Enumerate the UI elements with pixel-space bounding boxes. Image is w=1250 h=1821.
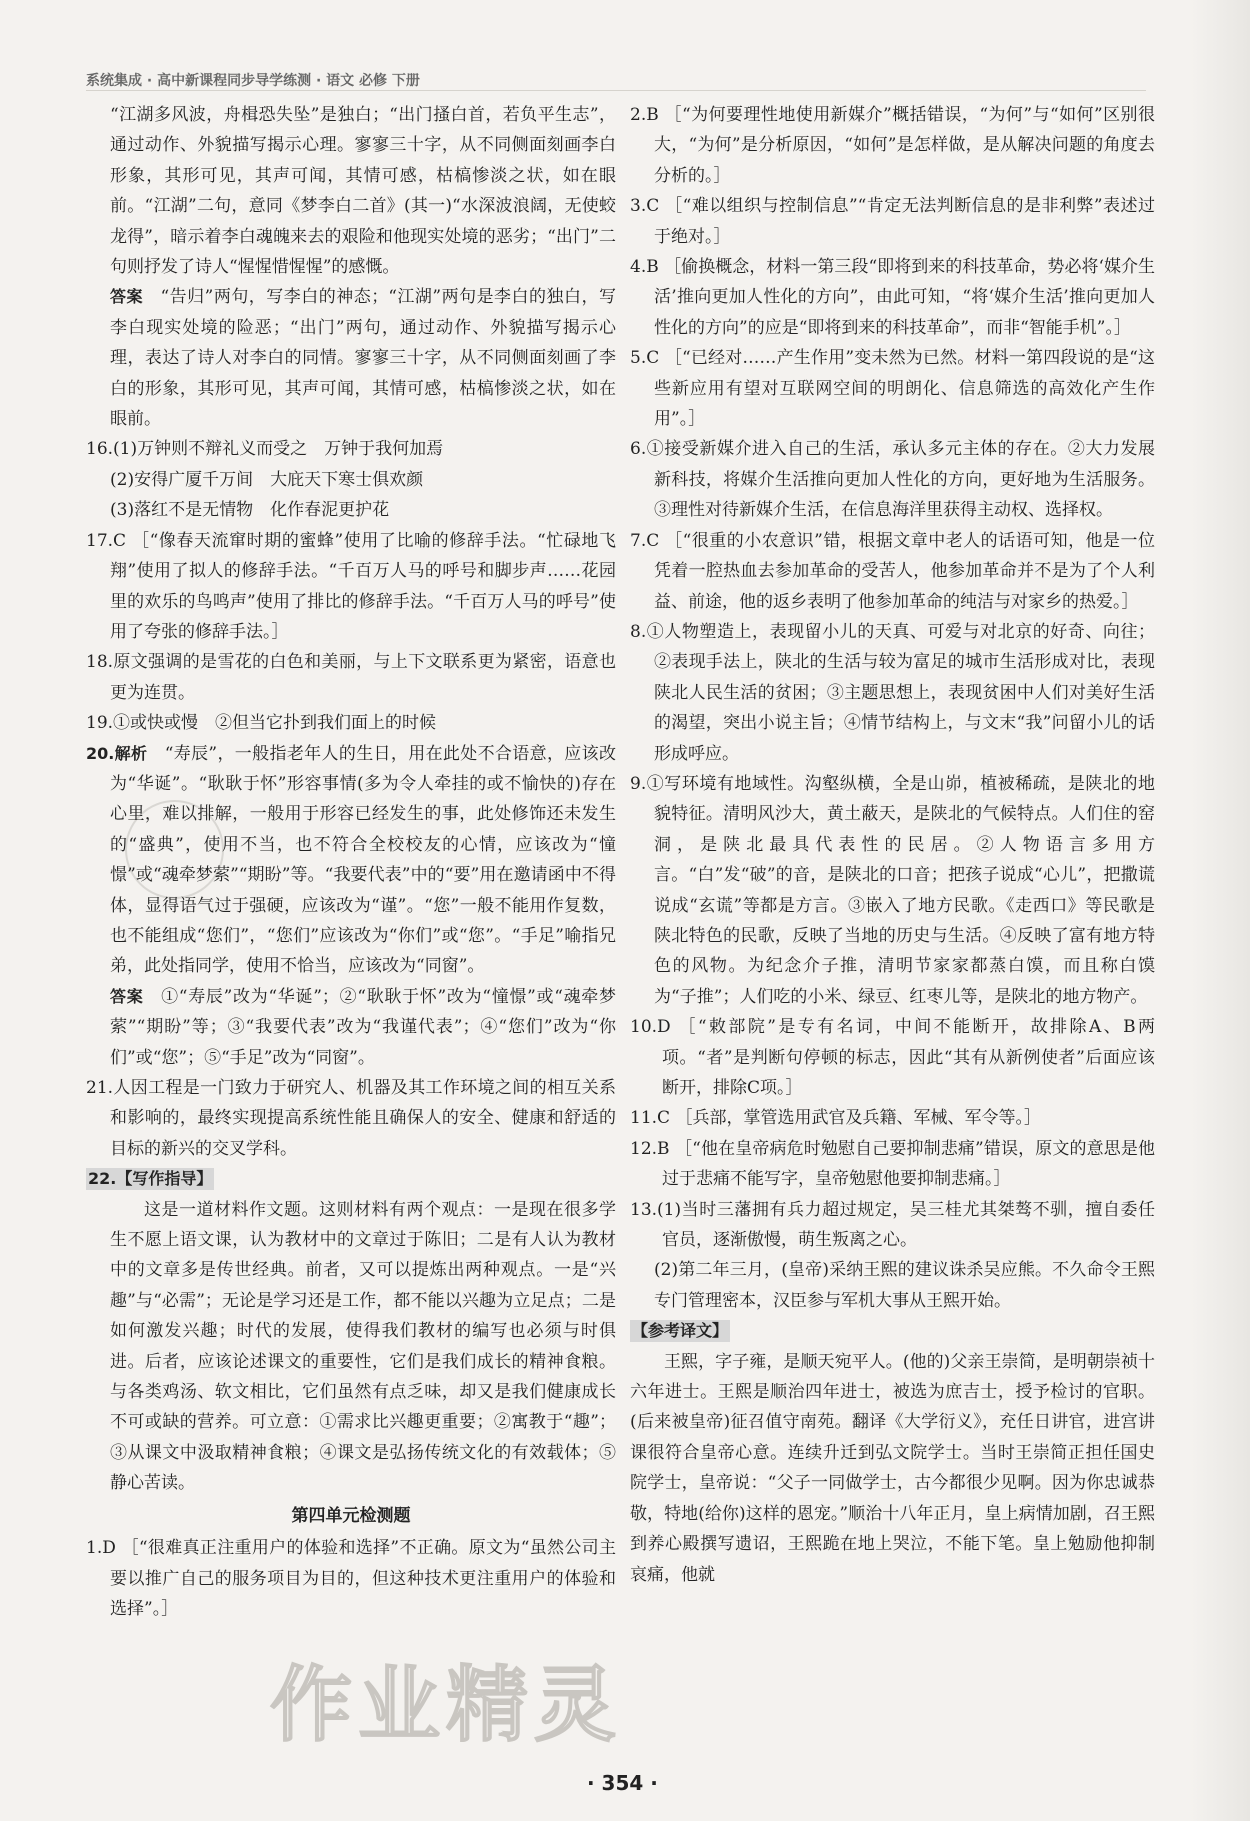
answer-label: 答案 [110, 287, 143, 307]
q1: 1.D ［“很难真正注重用户的体验和选择”不正确。原文为“虽然公司主要以推广自己的服务项目为目的，但这种技术更注重用户的体验和选择”。］ [86, 1538, 616, 1619]
q15-explanation-continued: “江湖多风波，舟楫恐失坠”是独白；“出门搔白首，若负平生志”，通过动作、外貌描写揭示心理。寥寥三十字，从不同侧面刻画李白形象，其形可见，其声可闻，其情可感，枯槁惨淡之状，如在眼前。“江湖”二句，意同《梦李白二首》(其一)“水深波浪阔，无使蛟龙得”，暗示着李白魂魄来去的艰险和他现实处境的恶劣；“出门”二句则抒发了诗人“惺惺惜惺惺”的感慨。 [110, 105, 616, 278]
q9: 9.①写环境有地域性。沟壑纵横，全是山峁，植被稀疏，是陕北的地貌特征。清明风沙大，黄土蔽天，是陕北的气候特点。人们住的窑洞，是陕北最具代表性的民居。②人物语言多用方言。“白”发“破”的音，是陕北的口音；把孩子说成“心儿”，把撒谎说成“玄谎”等都是方言。③嵌入了地方民歌。《走西口》等民歌是陕北特色的民歌，反映了当地的历史与生活。④反映了富有地方特色的风物。为纪念介子推，清明节家家都蒸白馍，而且称白馍为“子推”；人们吃的小米、绿豆、红枣儿等，是陕北的地方物产。 [630, 773, 1155, 1007]
right-column [630, 100, 1155, 1590]
q20-label: 20.解析 [86, 743, 148, 763]
q10: 10.D ［“敕部院”是专有名词，中间不能断开，故排除A、B两项。“者”是判断句停顿的标志，因此“其有从新例使者”后面应该断开，排除C项。］ [630, 1017, 1155, 1098]
q22-writing-guide: 这是一道材料作文题。这则材料有两个观点：一是现在很多学生不愿上语文课，认为教材中的文章过于陈旧；二是有人认为教材中的文章多是传世经典。前者，又可以提炼出两种观点。一是“兴趣”与“必需”；无论是学习还是工作，都不能以兴趣为立足点；二是如何激发兴趣；时代的发展，使得我们教材的编写也必须与时俱进。后者，应该论述课文的重要性，它们是我们成长的精神食粮。与各类鸡汤、软文相比，它们虽然有点乏味，却又是我们健康成长不可或缺的营养。可立意：①需求比兴趣更重要；②寓教于“趣”；③从课文中汲取精神食粮；④课文是弘扬传统文化的有效载体；⑤静心苦读。 [110, 1199, 616, 1494]
q17: 17.C ［“像春天流窜时期的蜜蜂”使用了比喻的修辞手法。“忙碌地飞翔”使用了拟人的修辞手法。“千百万人马的呼号和脚步声……花园里的欢乐的鸟鸣声”使用了排比的修辞手法。“千百万人马的呼号”使用了夸张的修辞手法。］ [86, 530, 616, 642]
q13-2: (2)第二年三月，(皇帝)采纳王熙的建议诛杀吴应熊。不久命令王熙专门管理密本，汉臣参与军机大事从王熙开始。 [654, 1260, 1155, 1311]
q12: 12.B ［“他在皇帝病危时勉慰自己要抑制悲痛”错误，原文的意思是他过于悲痛不能写字，皇帝勉慰他要抑制悲痛。］ [630, 1138, 1155, 1190]
running-header: 系统集成 · 高中新课程同步导学练测 · 语文 必修 下册 [86, 73, 420, 89]
q15-answer-text: “告归”两句，写李白的神态；“江湖”两句是李白的独白，写李白现实处境的险恶；“出门”两句，通过动作、外貌描写揭示心理，表达了诗人对李白的同情。寥寥三十字，从不同侧面刻画了李白的形象，其形可见，其声可闻，其情可感，枯槁惨淡之状，如在眼前。 [110, 287, 616, 430]
q11: 11.C ［兵部，掌管选用武官及兵籍、军械、军令等。］ [630, 1108, 1041, 1129]
q20-answer-text: ①“寿辰”改为“华诞”；②“耿耿于怀”改为“憧憬”或“魂牵梦萦”“期盼”等；③“我要代表”改为“我谨代表”；④“您们”改为“你们”或“您”；⑤“手足”改为“同窗”。 [110, 986, 616, 1068]
q16-3: (3)落红不是无情物 化作春泥更护花 [110, 500, 390, 521]
q5: 5.C ［“已经对……产生作用”变未然为已然。材料一第四段说的是“这些新应用有望对互联网空间的明朗化、信息筛选的高效化产生作用”。］ [630, 348, 1155, 430]
reference-translation-label: 【参考译文】 [632, 1321, 729, 1341]
q8: 8.①人物塑造上，表现留小儿的天真、可爱与对北京的好奇、向往；②表现手法上，陕北的生活与较为富足的城市生活形成对比，表现陕北人民生活的贫困；③主题思想上，表现贫困中人们对美好生活的渴望，突出小说主旨；④情节结构上，与文末“我”问留小儿的话形成呼应。 [630, 621, 1155, 764]
q15-answer [86, 282, 616, 434]
header-divider [86, 90, 1146, 91]
q16-1: 16.(1)万钟则不辩礼义而受之 万钟于我何加焉 [86, 439, 444, 460]
reference-translation: 王熙，字子雍，是顺天宛平人。(他的)父亲王崇简，是明朝崇祯十六年进士。王熙是顺治四年进士，被选为庶吉士，授予检讨的官职。(后来被皇帝)征召值守南苑。翻译《大学衍义》，充任日讲官，进宫讲课很符合皇帝心意。连续升迁到弘文院学士。当时王崇简正担任国史院学士，皇帝说：“父子一同做学士，古今都很少见啊。因为你忠诚恭敬，特地(给你)这样的恩宠。”顺治十八年正月，皇上病情加剧，召王熙到养心殿撰写遗诏，王熙跪在地上哭泣，不能下笔。皇上勉励他抑制哀痛，他就 [630, 1351, 1155, 1585]
page-number: · 354 · [587, 1771, 658, 1795]
q6: 6.①接受新媒介进入自己的生活，承认多元主体的存在。②大力发展新科技，将媒介生活推向更加人性化的方向，更好地为生活服务。③理性对待新媒介生活，在信息海洋里获得主动权、选择权。 [630, 439, 1155, 521]
q19: 19.①或快或慢 ②但当它扑到我们面上的时候 [86, 713, 437, 734]
q13-1: 13.(1)当时三藩拥有兵力超过规定，吴三桂尤其桀骜不驯，擅自委任官员，逐渐傲慢，萌生叛离之心。 [630, 1199, 1155, 1251]
watermark-text: 作业精灵 [270, 1658, 623, 1753]
q20-analysis: “寿辰”，一般指老年人的生日，用在此处不合语意，应该改为“华诞”。“耿耿于怀”形容事情(多为令人牵挂的或不愉快的)存在心里，难以排解，一般用于形容已经发生的事，此处修饰还未发生的“盛典”，使用不当，也不符合全校校友的心情，应该改为“憧憬”或“魂牵梦萦”“期盼”等。“我要代表”中的“要”用在邀请函中不得体，显得语气过于强硬，应该改为“谨”。“您”一般不能用作复数，也不能组成“您们”，“您们”应该改为“你们”或“您”。“手足”喻指兄弟，此处指同学，使用不恰当，应该改为“同窗”。 [110, 743, 616, 977]
q18: 18.原文强调的是雪花的白色和美丽，与上下文联系更为紧密，语意也更为连贯。 [86, 652, 616, 703]
q20 [86, 739, 616, 982]
q22-label: 22.【写作指导】 [88, 1169, 213, 1189]
q21: 21.人因工程是一门致力于研究人、机器及其工作环境之间的相互关系和影响的，最终实现提高系统性能且确保人的安全、健康和舒适的目标的新兴的交叉学科。 [86, 1078, 616, 1159]
unit-title: 第四单元检测题 [291, 1505, 411, 1526]
q3: 3.C ［“难以组织与控制信息”“肯定无法判断信息的是非利弊”表述过于绝对。］ [630, 196, 1155, 247]
q2: 2.B ［“为何要理性地使用新媒介”概括错误，“为何”与“如何”区别很大，“为何”是分析原因，“如何”是怎样做，是从解决问题的角度去分析的。］ [630, 105, 1155, 186]
reference-translation-heading [630, 1316, 1155, 1346]
q16-2: (2)安得广厦千万间 大庇天下寒士俱欢颜 [110, 469, 424, 490]
left-column [86, 100, 616, 1624]
q22-heading [86, 1164, 616, 1194]
q4: 4.B ［偷换概念，材料一第三段“即将到来的科技革命，势必将‘媒介生活’推向更加人性化的方向”，由此可知，“将‘媒介生活’推向更加人性化的方向”的应是“即将到来的科技革命”，而非“智能手机”。］ [630, 257, 1155, 338]
q7: 7.C ［“很重的小农意识”错，根据文章中老人的话语可知，他是一位凭着一腔热血去参加革命的受苦人，他参加革命并不是为了个人利益、前途，他的返乡表明了他参加革命的纯洁与对家乡的热爱。］ [630, 530, 1155, 612]
answer-label: 答案 [110, 986, 144, 1006]
page-edge-shadow [1190, 0, 1250, 1821]
q20-answer [86, 982, 616, 1073]
